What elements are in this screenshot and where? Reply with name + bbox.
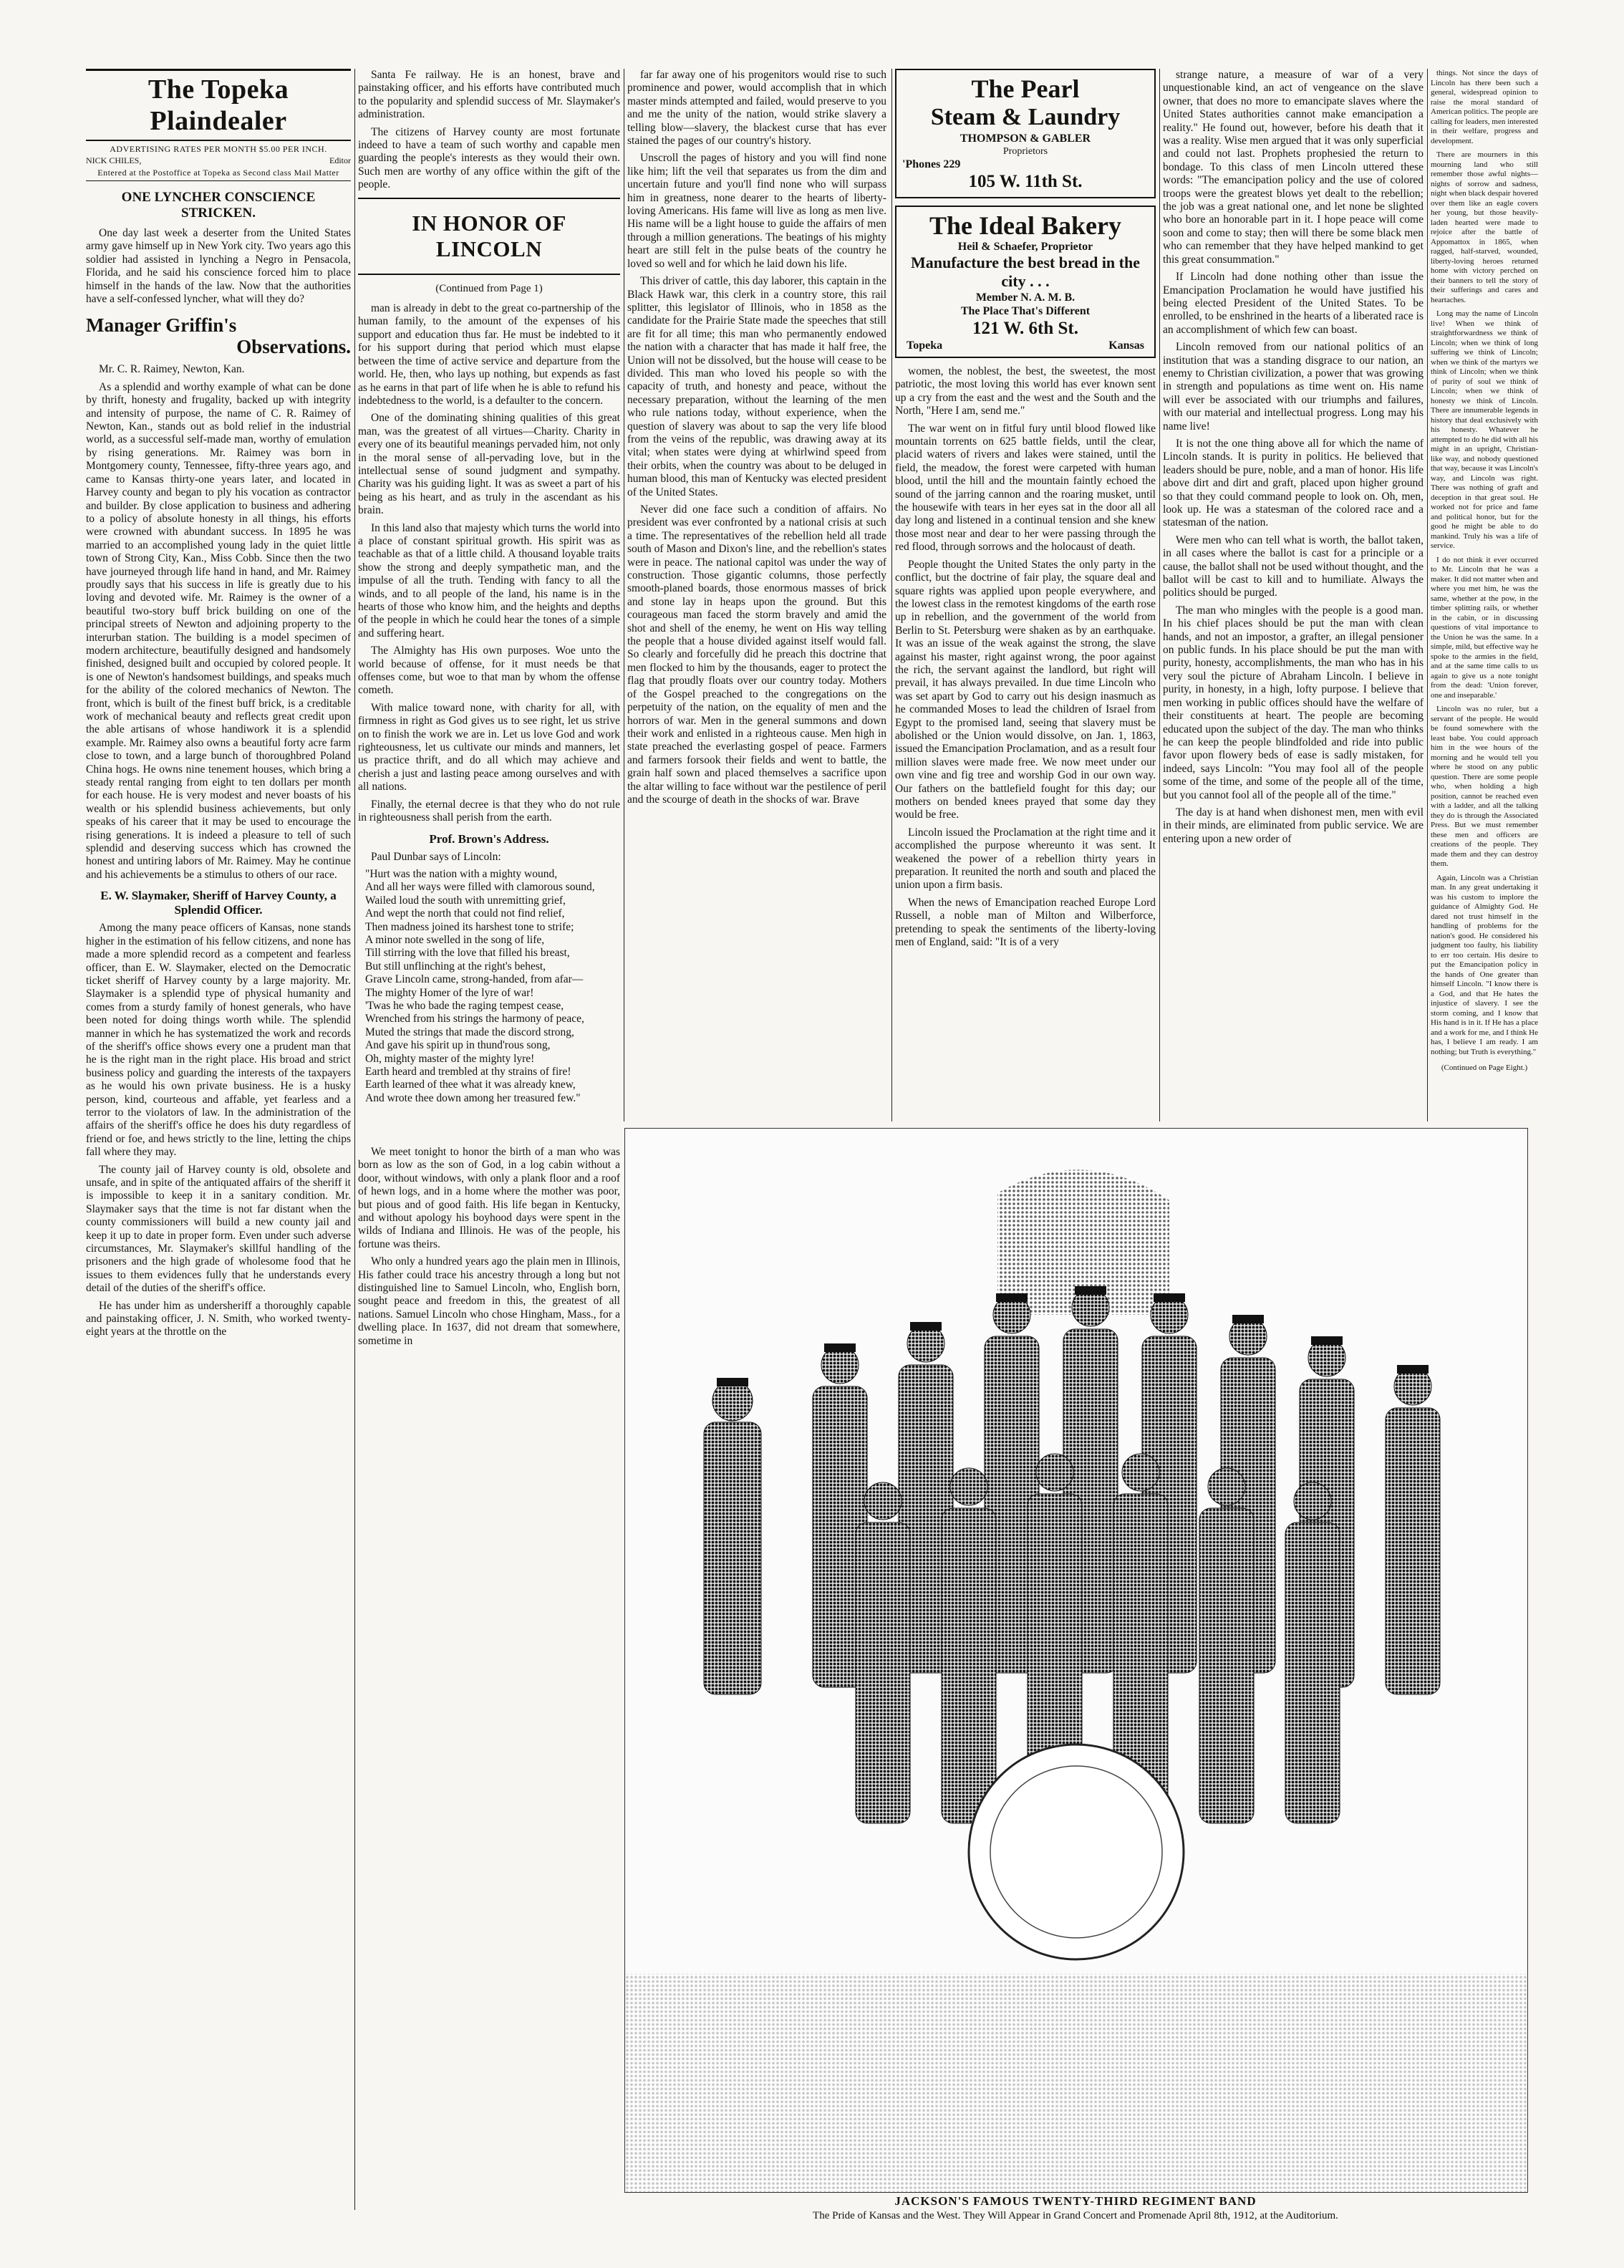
griffin-paragraph: As a splendid and worthy example of what can be done by thrift, honesty and frugality, backed up with integrity and intensity of purpose, the name of C. R. Raimey of Newton, Kan., stands out as bold relief in the industrial world, as a successful self-made man, worthy of emulation by rising generations. Mr. Raimey was born in Montgomery county, Tennessee, fifty-three years ago, and came to Kansas thirty-one years later, and located in Harvey county and began to ply his vocation as contractor and builder. By close application to business and adhering to a policy of absolute honesty in all things, his efforts were crowned with abundant success. In 1895 he was married to an accomplished young lady in the quiet little town of Strong City, Kan., Miss Cobb. Since then the two have journeyed through life hand in hand, and Mr. Raimey proudly says that his success in life is greatly due to his loving and devoted wife. Mr. Raimey is the owner of a beautiful two-story buff brick building on one of the principal streets of Newton and adjoining property to the interurban station. The building is a model specimen of modern architecture, beautifully designed and handsomely finished, designed built and occupied by colored people. It is one of Newton's handsomest buildings, and speaks much for the ability of the colored mechanics of Newton. The front, which is built of the finest buff brick, is a creditable work of mechanical beauty and reflects great credit upon the able artisans of whose handiwork it is a splendid example. Mr. Raimey also owns a beautiful forty acre farm close to town, and a large bunch of thoroughbred Poland China hogs. He owns nine tenement houses, which bring a steady rental ranging from eight to ten dollars per month for each house. He is very modest and never boasts of his wealth or his splendid business achievements, but only speaks of his career that it may be used to encourage the rising generations. It is indeed a pleasure to tell of such splendid and deserving success which has crowned the honest and untiring labors of Mr. Raimey. May he continue and his achievements be a stimulus to others of our race. <box>86 380 351 881</box>
continued-from: (Continued from Page 1) <box>435 282 543 294</box>
pearl-subtitle: Steam & Laundry <box>930 104 1121 130</box>
band-photo <box>624 1128 1528 2193</box>
editor-label: Editor <box>329 155 351 165</box>
poem-line: And all her ways were filled with clamorous sound, <box>365 881 595 894</box>
pearl-owners: THOMPSON & GABLER <box>960 132 1091 145</box>
column-rule <box>891 69 892 1121</box>
ad-ideal-bakery <box>895 206 1156 358</box>
col3-paragraph-3: This driver of cattle, this day laborer, this captain in the Black Hawk war, this clerk in a country store, this rail splitter, this legislator of Illinois, who in 1858 as the candidate for the Prairie State made the speeches that still are fit for all time; this man who permanently endowed the nation with a character that has made it half free, the Union will not be dissolved, but the house will cease to be divided. This man who loved his people so with the capacity of truth, and honesty and peace, without the necessary preparation, without the learning of the men who rule nations today, without experience, when the question of slavery was about to sap the very life blood from the veins of the republic, was drawing away at its vital; when states were dying at whirlwind speed from their orbits, when the country was about to be deluged in human blood, this man of Kentucky was elected president of the United States. <box>627 275 886 498</box>
col5-paragraph-7: The day is at hand when dishonest men, men with evil in their minds, are eliminated from public service. We are entering upon a new order of <box>1163 806 1424 845</box>
headline-griffin-line2: Observations. <box>236 336 351 358</box>
ideal-city-row <box>902 339 1149 352</box>
pearl-title: The Pearl <box>971 74 1080 103</box>
top-border <box>0 29 1624 33</box>
pearl-phone: 'Phones 229 <box>902 158 961 170</box>
col5-paragraph-1: strange nature, a measure of war of a very unquestionable kind, an act of vengeance on the slave owner, that does no more to emancipate slaves where the United States authorities cannot make emancipation a reality." He found out, however, before his death that it was a reality. Wise men argued that it was only superficial and could not last. Prophets prophesied the return to bondage. To this class of men Lincoln uttered these words: "The emancipation policy and the use of colored troops were the greatest blows yet dealt to the rebellion; the job was a great national one, and let none be slighted who bore an honorable part in it. I hope peace will come soon and come to stay; then will there be some black men who can remember that they have helped mankind to get this great consummation." <box>1163 69 1424 266</box>
column-2 <box>358 69 620 1143</box>
col4-paragraph-1: women, the noblest, the best, the sweetest, the most patriotic, the most loving this world has ever known sent up a cry from the east and the west and the South and the North, "Here I am, send me." <box>895 365 1156 418</box>
col6-paragraph-2: There are mourners in this mourning land who still remember those awful nights—nights of sorrow and sadness, night when black despair hovered over them like an eagle covers her young, but those heavily-laden hearted were made to rejoice after the battle of Appomattox in 1865, when ragged, half-starved, wounded, liberty-loving heroes returned home with victory perched on their banners to tell the story of their sufferings and cares and heartaches. <box>1431 150 1538 304</box>
poem-line: And gave his spirit up in thund'rous song, <box>365 1039 551 1052</box>
ad-pearl-laundry <box>895 69 1156 198</box>
poem-line: 'Twas he who bade the raging tempest cease, <box>365 999 564 1012</box>
col2-paragraph-6: The Almighty has His own purposes. Woe unto the world because of offense, for it must needs be that offenses come, but woe to that man by whom the offense cometh. <box>358 645 620 697</box>
column-rule <box>1159 69 1160 1121</box>
col6-paragraph-6: Again, Lincoln was a Christian man. In any great undertaking it was his custom to implore the guidance of Almighty God. He dared not trust himself in the handling of problems for the nation's good. He considered his judgment too faulty, his liability to err too certain. His desire to put the Emancipation policy in the hands of One greater than himself Lincoln. "I know there is a God, and that He hates the injustice of slavery. I see the storm coming, and I know that His hand is in it. If He has a place and a work for me, and I think He has, I believe I am ready. I am nothing; but Truth is everything." <box>1431 873 1538 1056</box>
col3-paragraph-4: Never did one face such a condition of affairs. No president was ever confronted by a national crisis at such a time. The representatives of the rebellion held all trade south of Mason and Dixon's line, and the rebellion's states were in peace. The national capitol was under the way of construction. Those gigantic columns, those perfectly smooth-planed boards, those enormous masses of brick and stone lay in heaps upon the ground. But this courageous man faced the storm bravely and amid the shot and shell of the enemy, he went on His way telling the people that a house divided against itself would fall. So clearly and forcefully did he preach this doctrine that men flocked to him by the thousands, eager to protect the flag that proudly floats over our country today. Mothers of the Gospel preached to the congregations on the perpetuity of the nation, on the equality of men and the horrors of war. Men in the general summons and down their work and enlisted in a righteous cause. Men high in state preached the everlasting gospel of peace. Farmers and farmers forsook their fields and went to battle, the grain half sown and placed themselves a sacrifice upon the altar willing to face without war the pestilence of peril and the scourge of death in the shocks of war. Brave <box>627 503 886 806</box>
slaymaker-paragraph-2: The county jail of Harvey county is old, obsolete and unsafe, and in spite of the antiquated affairs of the sheriff it is impossible to keep it in a sanitary condition. Mr. Slaymaker says that the time is not far distant when the county commissioners will build a new county jail and keep it up to date in proper form. Even under such adverse circumstances, Mr. Slaymaker's skillful handling of the prisoners and the high grade of wholesome food that he issues to them evidences fully that he understands every detail of the duties of the sheriff's office. <box>86 1163 351 1295</box>
column-rule <box>1427 69 1428 1121</box>
col4-paragraph-3: People thought the United States the only party in the conflict, but the doctrine of fair play, the square deal and square rights was applied upon people everywhere, and the lowest class in the remotest kingdoms of the earth rose up in rebellion, and the government of the world from Berlin to St. Petersburg were shaken as by an earthquake. It was an issue of the weak against the strong, the slave against his master, right against wrong, the poor against the rich, the servant against the landlord, but right will prevail, it has always prevailed. In due time Lincoln who was set apart by God to carry out his design inasmuch as he commanded Moses to lead the children of Israel from Egypt to the promised land, seeing that slavery must be abolished or the Union would dissolve, on Jan. 1, 1863, issued the Emancipation Proclamation, and as a result four million slaves were made free. We now meet under our own vine and fig tree and worship God in our own way. Our fathers on the battlefield fought for this day; our mothers on bended knees prayed that some day they would be free. <box>895 558 1156 821</box>
headline-brown: Prof. Brown's Address. <box>429 831 549 846</box>
headline-lyncher: ONE LYNCHER CONSCIENCE STRICKEN. <box>121 190 316 221</box>
col3-paragraph-1: far far away one of his progenitors would rise to such prominence and power, would accomplish that in which master minds attempted and failed, would preserve to you and me the unity of the nation, would strike slavery a telling blow—slavery, the blackest curse that has ever stained the pages of our country's history. <box>627 69 886 148</box>
poem-line: Wrenched from his strings the harmony of peace, <box>365 1013 584 1026</box>
poem-line: Oh, mighty master of the mighty lyre! <box>365 1052 535 1065</box>
poem-line: "Hurt was the nation with a mighty wound, <box>365 867 558 880</box>
poem-line: Earth learned of thee what it was already knew, <box>365 1078 576 1091</box>
masthead-title: The Topeka Plaindealer <box>86 69 351 141</box>
ideal-city: Topeka <box>907 339 943 352</box>
column-6 <box>1431 69 1538 1143</box>
col2-paragraph-3: man is already in debt to the great co-partnership of the human family, to the amount of the expenses of his support and education thus far. He must be indebted to it for his support during that period which must elapse between the time of active service and departure from the world. He, then, who lays up nothing, but expends as fast as he earns in that part of life when he is able to refund his indebtedness to the world, is a defaulter to the concern. <box>358 302 620 407</box>
ideal-member: Member N. A. M. B. <box>975 291 1076 304</box>
poem-line: A minor note swelled in the song of life, <box>365 933 545 946</box>
ideal-state: Kansas <box>1108 339 1144 352</box>
col5-paragraph-2: If Lincoln had done nothing other than issue the Emancipation Proclamation he would have justified his being elected President of the United States. To be enrolled, to be enshrined in the hearts of a liberated race is an accomplishment of which few can boast. <box>1163 271 1424 336</box>
editor-name: NICK CHILES, <box>86 155 142 165</box>
column-rule <box>354 69 355 2210</box>
col5-paragraph-6: The man who mingles with the people is a good man. In his chief places should be put the man with clean hands, and not an impostor, a grafter, an illegal pensioner on public funds. In his place should be put the man with purity, honesty, accomplishments, the man who has in his very soul the picture of Abraham Lincoln. I believe in purity, in honesty, in a high, lofty purpose. I believe that men working in public offices should have the welfare of their constituents at heart. The people are becoming educated upon the subject of the day. The man who thinks he can keep the people blindfolded and ride into public favor upon flowery beds of ease is sadly mistaken, for indeed, says Lincoln: "You may fool all of the people some of the time, and some of the people all of the time, but you cannot fool all of the people all of the time." <box>1163 604 1424 801</box>
col6-paragraph-1: things. Not since the days of Lincoln has there been such a general, widespread opinion to raise the moral standard of American politics. The people are calling for leaders, men interested in their welfare, progress and development. <box>1431 69 1538 145</box>
griffin-subhead: Mr. C. R. Raimey, Newton, Kan. <box>99 363 245 376</box>
ideal-place: The Place That's Different <box>960 305 1091 317</box>
slaymaker-paragraph-3: He has under him as undersheriff a thoroughly capable and painstaking officer, J. N. Smith, who worked twenty-eight years at the throttle on the <box>86 1299 351 1338</box>
col5-paragraph-3: Lincoln removed from our national politics of an institution that was a standing disgrace to our nation, an enemy to Christian civilization, a power that was growing in strength and populations as time went on. His name will ever be associated with our triumphs and failures, with our material and intellectual progress. Long may his name live! <box>1163 341 1424 433</box>
column-3 <box>627 69 886 1143</box>
masthead-rates: ADVERTISING RATES PER MONTH $5.00 PER INCH. <box>110 144 327 154</box>
poem-line: Wailed loud the south with unremitting grief, <box>365 894 566 907</box>
col4-paragraph-4: Lincoln issued the Proclamation at the right time and it accomplished the purpose whereunto it was sent. It weakened the power of a rebellion thirty years in preparation. It reunited the north and south and placed the union upon a firm basis. <box>895 826 1156 892</box>
slaymaker-paragraph-1: Among the many peace officers of Kansas, none stands higher in the estimation of his fellow citizens, and none has made a more splendid record as a competent and fearless officer, than E. W. Slaymaker, elected on the Democratic ticket sheriff of Harvey county by a large majority. Mr. Slaymaker is a splendid type of physical humanity and comes from a sturdy family of honest generals, who have been noted for doing things worth while. The splendid manner in which he has systematized the work and records of the sheriff's office shows every one a prudent man that he is the right man in the right place. His broad and strict business policy and guarding the interests of the taxpayers as he would his own private business. He is a husky person, kind, courteous and affable, yet fearless and a terror to the violators of law. In the administration of the affairs of the sheriff's office he does his duty regardless of friend or foe, and hews strictly to the line, letting the chips fall where they may. <box>86 922 351 1159</box>
headline-griffin <box>86 314 351 357</box>
article-lyncher: One day last week a deserter from the United States army gave himself up in New York city. Two years ago this soldier had assisted in lynching a Negro in Pensacola, Florida, and he said his conscience forced him to place himself in the hands of the law. Now that the authorities have a self-confessed lyncher, what will they do? <box>86 227 351 306</box>
col2-paragraph-5: In this land also that majesty which turns the world into a place of constant spiritual growth. His spirit was as teachable as that of a little child. A thousand loyable traits show the strong and deeply sympathetic man, and the impulse of all the truth. Tending with fancy to all the winds, and to all people of the land, his name is in the hearts of those who know him, and the heights and depths of the people in which he could hear the tones of a simple and suffering heart. <box>358 521 620 640</box>
headline-griffin-line1: Manager Griffin's <box>86 314 237 337</box>
col2-paragraph-1: Santa Fe railway. He is an honest, brave and painstaking officer, and his efforts have contributed much to the popularity and splendid success of Mr. Slaymaker's administration. <box>358 69 620 121</box>
col6-paragraph-3: Long may the name of Lincoln live! When we think of straightforwardness we think of Lincoln; when we think of long suffering we think of Lincoln; when we think of the martyrs we think of Lincoln; when we think of purity of soul we think of Lincoln; when we think of honesty we think of Lincoln. There are innumerable legends in history that deal exclusively with his honesty. Whatever he attempted to do he did with all his might in an upright, Christian-like way, and nobody questioned that way, because it was Lincoln's way, and Lincoln was right. There was nothing of graft and deception in that great soul. He worked not for price and fame and political honor, but for the good he might be able to do mankind. Truly his was a life of service. <box>1431 309 1538 550</box>
headline-lincoln: IN HONOR OF LINCOLN <box>358 198 620 275</box>
continued-on: (Continued on Page Eight.) <box>1441 1063 1528 1072</box>
headline-slaymaker: E. W. Slaymaker, Sheriff of Harvey County, a Splendid Officer. <box>100 889 337 917</box>
col5-paragraph-5: Were men who can tell what is worth, the ballot taken, in all cases where the ballot is cast for a principle or a cause, the ballot shall not be used without thought, and the ballot will be cast to kill and to humiliate. Always the politics should be purged. <box>1163 534 1424 599</box>
poem-line: Muted the strings that made the discord strong, <box>365 1026 574 1038</box>
masthead-editor-row <box>86 155 351 166</box>
pearl-address: 105 W. 11th St. <box>968 172 1083 191</box>
brown-intro: Paul Dunbar says of Lincoln: <box>371 850 501 863</box>
photo-caption-title: JACKSON'S FAMOUS TWENTY-THIRD REGIMENT BAND <box>894 2194 1257 2208</box>
ideal-address: 121 W. 6th St. <box>972 319 1078 338</box>
column-5 <box>1163 69 1424 1143</box>
photo-caption-subtitle: The Pride of Kansas and the West. They Will Appear in Grand Concert and Promenade April 8th, 1912, at the Auditorium. <box>813 2210 1338 2221</box>
col5-paragraph-4: It is not the one thing above all for which the name of Lincoln stands. It is purity in politics. He believed that leaders should be pure, noble, and a man of honor. His life above dirt and dirt and graft, placed upon higher ground so that they could command people to look on. Oh, men, look up. He was a statesman of the colored race and a statesman of the nation. <box>1163 437 1424 529</box>
col2-paragraph-7: With malice toward none, with charity for all, with firmness in right as God gives us to see right, let us strive on to finish the work we are in. Let us love God and work righteousness, let us cultivate our minds and manners, let us practice thrift, and do all which may achieve and cherish a just and lasting peace among ourselves and with all nations. <box>358 701 620 793</box>
column-2-lower <box>358 1146 620 2210</box>
col2-paragraph-10: Who only a hundred years ago the plain men in Illinois, His father could trace his ancestry through a long but not distinguished line to Samuel Lincoln, who, English born, sought peace and freedom in this, the greatest of all nations. Samuel Lincoln who chose Hingham, Mass., for a dwelling place. In 1637, did not dream that somewhere, sometime in <box>358 1255 620 1347</box>
poem-line: And wept the north that could not find relief, <box>365 907 565 920</box>
poem-line: Till stirring with the love that filled his breast, <box>365 947 570 960</box>
col6-paragraph-4: I do not think it ever occurred to Mr. Lincoln that he was a maker. It did not matter when and where you met him, he was the same, whether at the pow, in the timber splitting rails, or whether in the cabin, or in discussing questions of vital importance to the Union he was the same. In a simple, mild, but effective way he spoke to the armies in the field, and at the same time calls to us again to give us a note tonight from the dead: 'Union forever, one and inseparable.' <box>1431 555 1538 700</box>
pearl-proprietors: Proprietors <box>1002 146 1048 157</box>
band-photo-illustration <box>625 1129 1527 2192</box>
col6-paragraph-5: Lincoln was no ruler, but a servant of the people. He would be found somewhere with the least babe. You could approach him in the wee hours of the morning and he would tell you where he stood on any public question. There are some people who, when holding a high position, cannot be reached even with a ladder, and all the talking they do is through the Associated Press. But we must remember these men and officers are creations of the people. They made them and they can destroy them. <box>1431 705 1538 868</box>
poem-line: Earth heard and trembled at thy strains of fire! <box>365 1066 571 1078</box>
masthead-entry: Entered at the Postoffice at Topeka as Second class Mail Matter <box>86 168 351 181</box>
col2-paragraph-4: One of the dominating shining qualities of this great man, was the greatest of all virtues—Charity. Charity in every one of its beautiful meanings pervaded him, not only in the moral sense of all-pervading love, but in the intellectual sense of sound judgment and sympathy. Charity was his guiding light. It was as sweet a part of his being as his heart, and as truly in the ascendant as his brain. <box>358 412 620 517</box>
col3-paragraph-2: Unscroll the pages of history and you will find none like him; lift the veil that separates us from the dim and uncertain future and you'll find none who will surpass him in greatness, none dearer to the hearts of liberty-loving Americans. His fame will live as long as men live. His name will be a light house to guide the affairs of men through a million generations. The beatings of his mighty heart are still felt in the pulse beats of the country he loved so well and for which he laid down his life. <box>627 152 886 270</box>
poem-line: But still unflinching at the right's behest, <box>365 960 546 973</box>
ideal-tagline: Manufacture the best bread in the city . . . <box>910 254 1140 290</box>
col4-paragraph-2: The war went on in fitful fury until blood flowed like mountain torrents on 625 battle fields, until the clear, placid waters of rivers and lakes were stained, until the field, the meadow, the forest were carpeted with human blood, until the hill and the mountain faintly echoed the sound of the jarring cannon and the roaring musket, until the housewife with tears in her eyes sat in the door all all day long and listened in a continual tension and she knew those most near and dear to her were passing through the red flood, through sorrows and the holocaust of death. <box>895 422 1156 554</box>
poem-line: Then madness joined its harshest tone to strife; <box>365 920 574 933</box>
poem-line: Grave Lincoln came, strong-handed, from afar— <box>365 973 584 986</box>
ideal-owner: Heil & Schaefer, Proprietor <box>957 241 1093 253</box>
col4-paragraph-5: When the news of Emancipation reached Europe Lord Russell, a noble man of Milton and Wilberforce, pretending to speak the sentiments of the liberty-loving men of England, said: "It is of a very <box>895 896 1156 949</box>
col2-paragraph-9: We meet tonight to honor the birth of a man who was born as low as the son of God, in a log cabin without a door, without windows, with only a plank floor and a roof of hewn logs, and in a home where the mother was poor, but pious and of good faith. His life began in Kentucky, and without apology his boyhood days were spent in the wilds of Indiana and Illinois. He was of the people, his fortune was theirs. <box>358 1146 620 1250</box>
column-1 <box>86 69 351 2210</box>
col2-paragraph-2: The citizens of Harvey county are most fortunate indeed to have a team of such worthy and capable men guarding the people's interests as they would their own. Such men are worthy of any office within the gift of the people. <box>358 125 620 191</box>
col2-paragraph-8: Finally, the eternal decree is that they who do not rule in righteousness shall perish from the earth. <box>358 798 620 824</box>
column-4 <box>895 69 1156 1143</box>
ideal-title: The Ideal Bakery <box>929 211 1121 240</box>
poem-line: And wrote thee down among her treasured few." <box>365 1091 581 1104</box>
poem-line: The mighty Homer of the lyre of war! <box>365 986 534 999</box>
